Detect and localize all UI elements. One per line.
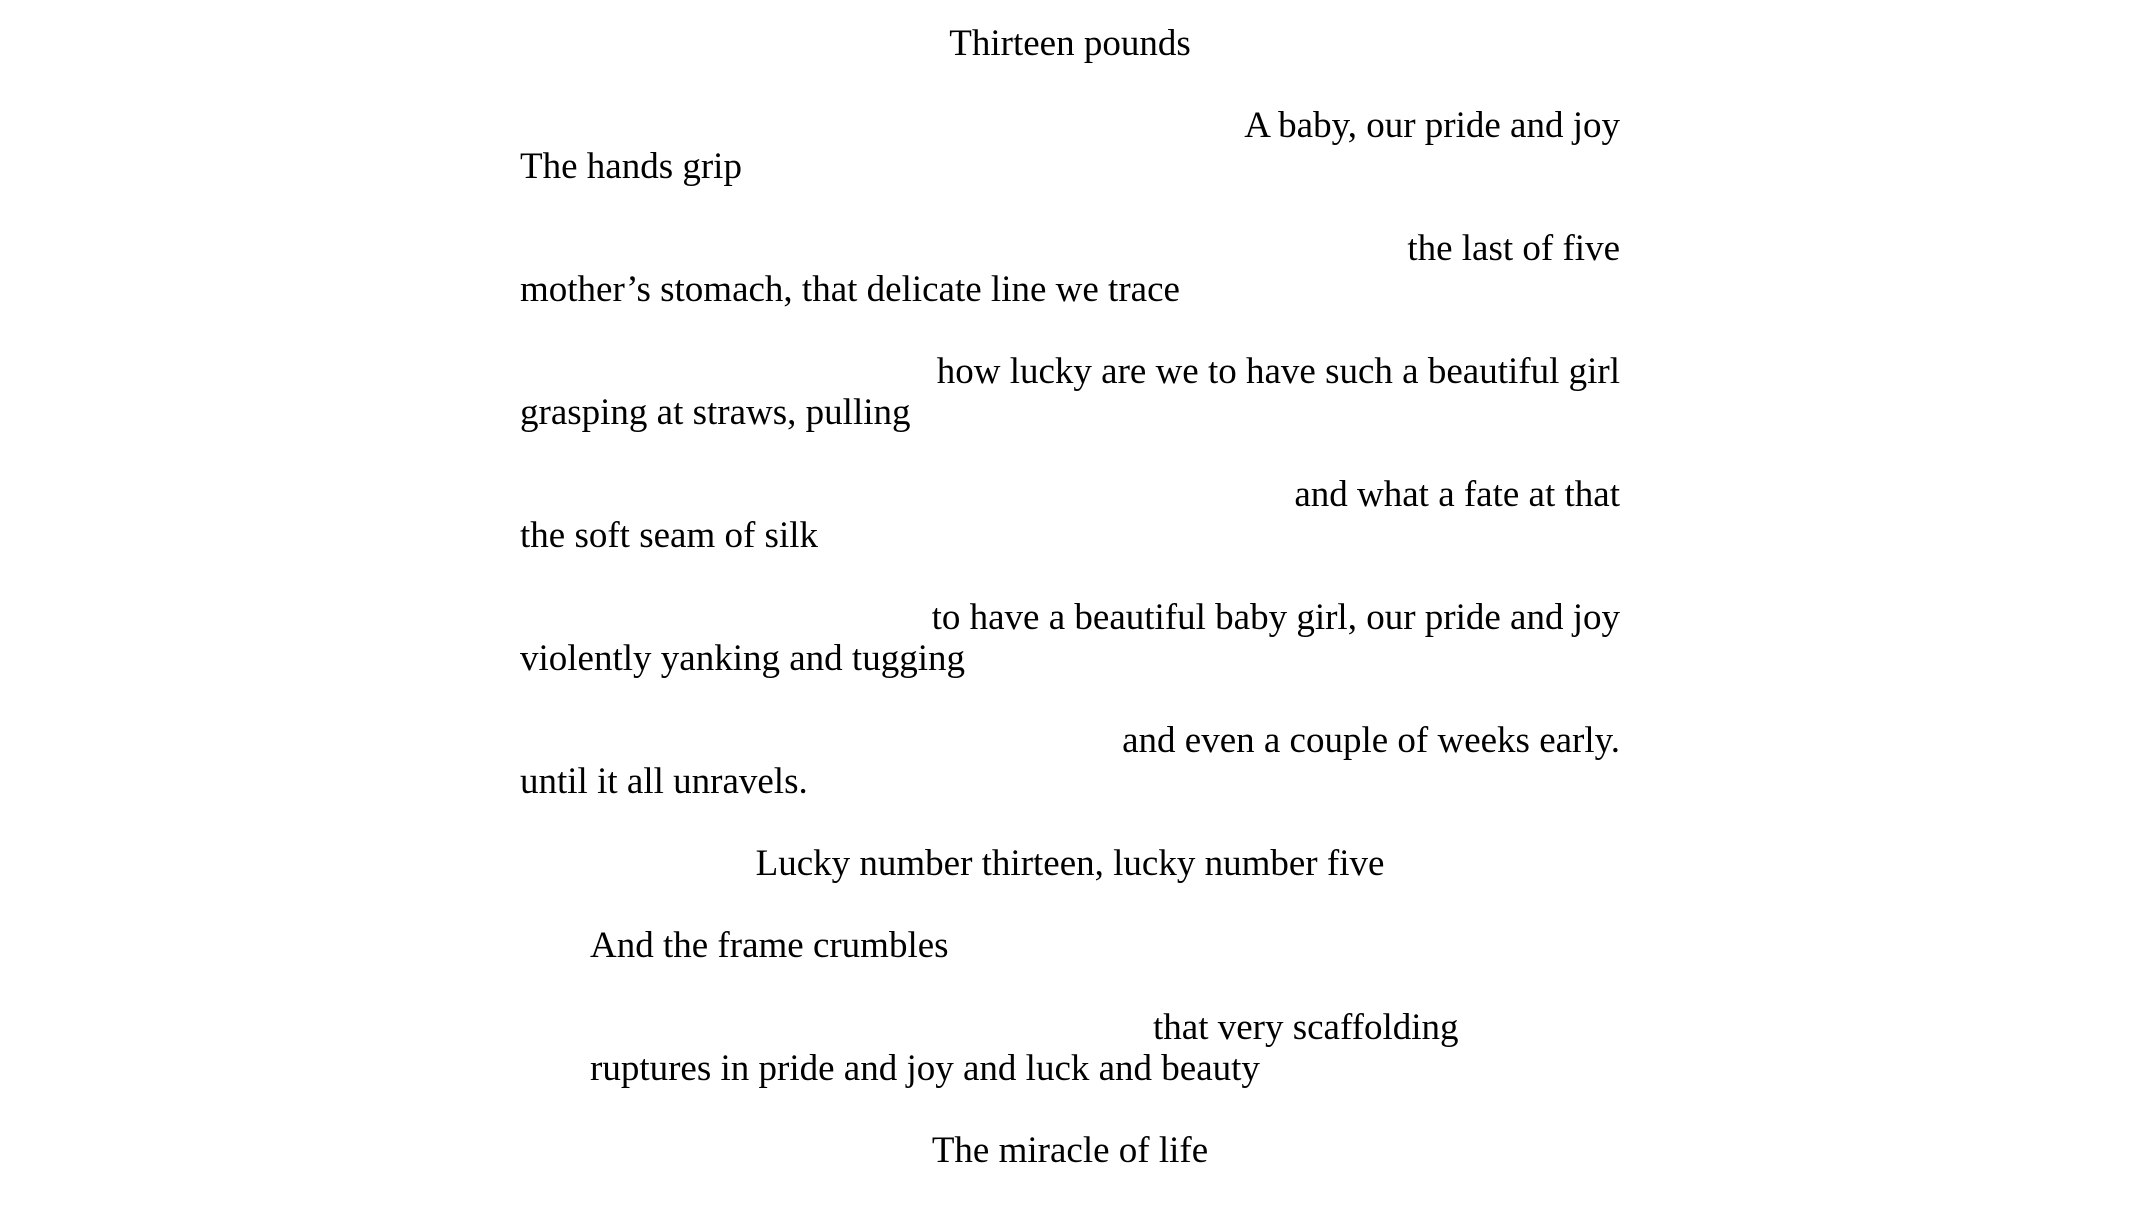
poem-line: ruptures in pride and joy and luck and beauty <box>590 1048 1260 1089</box>
poem-line: Lucky number thirteen, lucky number five <box>755 843 1385 884</box>
poem-line: grasping at straws, pulling <box>520 392 911 433</box>
poem-line: Thirteen pounds <box>949 23 1191 64</box>
poem-line: until it all unravels. <box>520 761 808 802</box>
poem-line: and what a fate at that <box>1294 474 1620 515</box>
poem-line: And the frame crumbles <box>590 925 949 966</box>
poem-line: that very scaffolding <box>1153 1007 1459 1048</box>
poem-line: The hands grip <box>520 146 742 187</box>
poem-line: violently yanking and tugging <box>520 638 965 679</box>
poem-line: to have a beautiful baby girl, our pride and joy <box>931 597 1620 638</box>
poem-line: mother’s stomach, that delicate line we trace <box>520 269 1180 310</box>
poem-line: The miracle of life <box>931 1130 1209 1171</box>
poem-line: the last of five <box>1407 228 1620 269</box>
poem-text-column <box>520 0 1620 1208</box>
poem-line: how lucky are we to have such a beautiful girl <box>936 351 1620 392</box>
poem-line: the soft seam of silk <box>520 515 819 556</box>
poem-line: A baby, our pride and joy <box>1244 105 1620 146</box>
poem-line: and even a couple of weeks early. <box>1122 720 1620 761</box>
